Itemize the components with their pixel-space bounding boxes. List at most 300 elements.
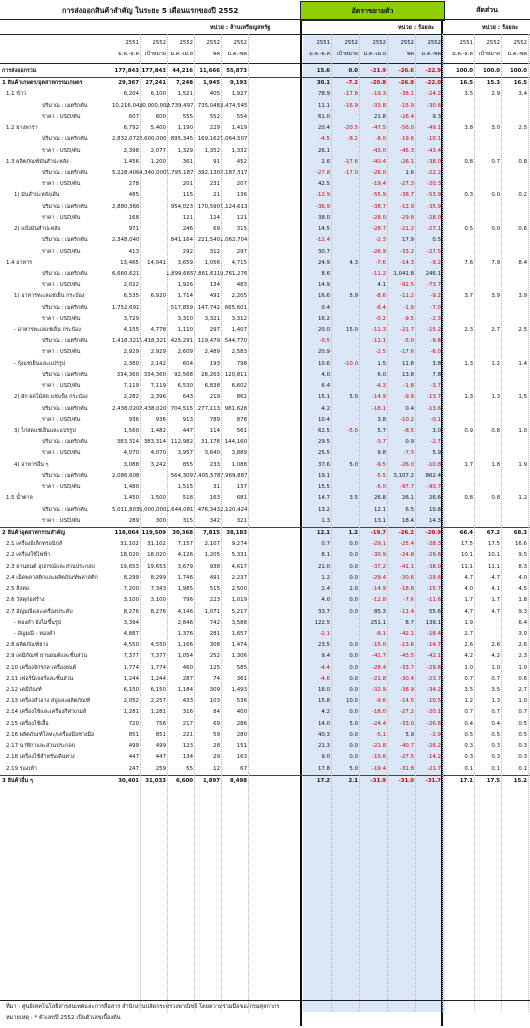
cell: 229 (209, 125, 220, 132)
cell: 100.0 (509, 68, 527, 74)
cell: 315 (236, 226, 247, 233)
cell: 1,019 (231, 597, 247, 604)
cell: 5,000,000 (139, 506, 167, 513)
cell: 67 (240, 765, 247, 772)
cell: 7.6 (464, 259, 473, 266)
row-label: ปริมาณ : เมตริกตัน (42, 405, 88, 412)
cell: 12.1 (316, 529, 330, 536)
cell: 170,590 (197, 203, 220, 210)
cell: 4,617 (231, 563, 247, 570)
cell: 12 (213, 765, 220, 772)
cell: -21.9 (370, 68, 386, 74)
cell: -19.6 (400, 136, 414, 143)
row-label: ปริมาณ : เมตริกตัน (42, 203, 88, 210)
cell: 66.4 (459, 529, 473, 536)
cell: 1.4 (518, 360, 527, 367)
cell: 1,474 (231, 642, 247, 649)
row-label: 2.15 เครื่องใช้เสื้อ (6, 720, 49, 727)
column-header (387, 38, 414, 62)
cell: 233 (209, 461, 220, 468)
cell: 297 (236, 248, 247, 255)
cell: 499 (155, 743, 166, 750)
cell: 219 (209, 394, 220, 401)
cell: 7,861,611 (193, 270, 221, 277)
cell: 1,281 (123, 709, 139, 716)
cell: -5.0 (375, 484, 386, 491)
cell: -23.7 (427, 675, 441, 682)
cell: 1,281 (150, 709, 166, 716)
cell: 62.5 (317, 428, 330, 434)
cell: 796 (182, 597, 193, 604)
cell: 789 (209, 416, 220, 423)
cell: 2,880,366 (112, 203, 140, 210)
cell: 1,110 (177, 327, 193, 334)
row-label: ปริมาณ : เมตริกตัน (42, 472, 88, 479)
cell: 223 (209, 597, 220, 604)
cell: 78.9 (317, 91, 330, 98)
column-guide (442, 34, 443, 1012)
row-label: 2.11 เฟอร์นิเจอร์และชิ้นส่วน (6, 675, 74, 682)
cell: 3,474,545 (220, 102, 248, 109)
column-guide (415, 34, 416, 1012)
cell: -27.3 (400, 181, 414, 188)
cell: -14.3 (400, 259, 414, 266)
row-label: การส่งออกรวม (2, 68, 37, 74)
cell: 0.3 (464, 192, 473, 199)
cell: 38.0 (317, 214, 330, 221)
cell: -27.2 (400, 709, 414, 716)
cell: 3.4 (518, 91, 527, 98)
column-header-period: เป้าหมาย (478, 51, 500, 57)
cell: 878 (236, 416, 247, 423)
cell: 246.1 (425, 270, 441, 277)
cell: -11.6 (427, 597, 441, 604)
cell: 3.8 (377, 416, 386, 423)
cell: 3,957 (177, 450, 193, 457)
row-label: 4) อาหารอื่น ๆ (14, 461, 49, 468)
cell: 3.5 (464, 91, 473, 98)
cell: 33.7 (317, 608, 330, 615)
cell: 604 (182, 360, 193, 367)
cell: 0.5 (432, 237, 441, 244)
cell: -29.4 (372, 574, 386, 581)
column-guide (248, 34, 249, 1012)
cell: 544,770 (224, 338, 247, 345)
cell: 4.1 (377, 282, 386, 289)
cell: 334,360 (116, 371, 139, 378)
cell: 499 (128, 743, 139, 750)
cell: 20.0 (317, 327, 330, 334)
cell: 315 (182, 517, 193, 524)
cell: 14.9 (317, 282, 330, 289)
cell: 0.3 (518, 754, 527, 761)
cell: 247 (128, 765, 139, 772)
column-header-period: พค (406, 51, 414, 57)
cell: -17.8 (344, 91, 358, 98)
cell: 5,217 (231, 608, 247, 615)
cell: 1,560 (123, 428, 139, 434)
cell: -19.3 (372, 91, 386, 98)
cell: -18.8 (400, 586, 414, 593)
cell: -21.2 (400, 226, 414, 233)
cell: 452 (236, 158, 247, 165)
column-header-year: 2552 (513, 40, 527, 46)
cell: 555 (182, 113, 193, 120)
cell: 1,752,691 (112, 304, 140, 311)
cell: -8.4 (375, 304, 386, 311)
cell: 4,070 (150, 450, 166, 457)
cell: 7,405,578 (193, 472, 221, 479)
cell: 7,119 (123, 383, 139, 390)
cell: 1.0 (518, 664, 527, 671)
cell: 26.8 (373, 495, 386, 502)
column-header-year: 2552 (372, 40, 386, 46)
cell: 6.0 (377, 371, 386, 378)
row-label: ปริมาณ : เมตริกตัน (42, 338, 88, 345)
cell: 862 (236, 394, 247, 401)
table-row (0, 123, 530, 134)
cell: 30,368 (172, 529, 193, 536)
cell: 122.5 (314, 619, 330, 626)
row-label: ราคา : USD/ตัน (42, 282, 81, 289)
row-label: ราคา : USD/ตัน (42, 383, 81, 390)
cell: 0.0 (349, 597, 358, 604)
table-row (0, 101, 530, 112)
cell: 19.1 (317, 472, 330, 479)
table-row (0, 674, 530, 685)
cell: 3.9 (518, 293, 527, 300)
cell: 554 (236, 113, 247, 120)
table-row (0, 651, 530, 662)
cell: 2.0 (349, 586, 358, 593)
cell: 0.0 (349, 563, 358, 570)
page-title: การส่งออกสินค้าสำคัญ ในระยะ 5 เดือนแรกของปี 2552 (62, 6, 239, 15)
cell: 518 (182, 495, 193, 502)
row-label: 2.2 เครื่องใช้ไฟฟ้า (6, 552, 51, 559)
cell: -7.0 (430, 304, 441, 311)
cell: 21.8 (373, 113, 386, 120)
cell: -15.9 (400, 102, 414, 109)
cell: 0.7 (491, 675, 500, 682)
row-label: 2.3 ยานยนต์ อุปกรณ์และส่วนประกอบ (6, 563, 95, 570)
cell: 59 (213, 731, 220, 738)
row-label: 1.2 ยางพารา (6, 125, 38, 132)
cell: -8.6 (375, 293, 386, 300)
table-row (0, 482, 530, 493)
cell: 720 (128, 720, 139, 727)
table-row (0, 696, 530, 707)
cell: 17.1 (459, 777, 473, 784)
column-guide (501, 34, 502, 1012)
cell: 4.2 (321, 709, 330, 716)
cell: 6,530 (177, 383, 193, 390)
column-header (446, 38, 473, 62)
cell: 4.2 (321, 405, 330, 412)
cell: -33.7 (400, 664, 414, 671)
column-header-period: ม.ค.-พค (421, 51, 441, 57)
cell: 3.8 (432, 360, 441, 367)
cell: 3,321 (204, 315, 220, 322)
row-label: 2) แป้งมันสำปะหลัง (14, 226, 61, 233)
cell: 8,498 (229, 777, 247, 784)
cell: 3,100 (123, 597, 139, 604)
cell: 1,746 (177, 574, 193, 581)
cell: 251.1 (370, 619, 386, 626)
cell: 289 (128, 517, 139, 524)
cell: -49.1 (427, 125, 441, 132)
cell: 68.3 (513, 529, 527, 536)
cell: 0.5 (518, 731, 527, 738)
cell: 5.9 (405, 731, 414, 738)
cell: 1.5 (518, 394, 527, 401)
cell: 0.0 (349, 687, 358, 694)
column-header-year: 2552 (206, 40, 220, 46)
cell: 1.2 (464, 698, 473, 705)
table-row (0, 460, 530, 471)
cell: -4.6 (319, 675, 330, 682)
cell: 16.6 (317, 293, 330, 300)
cell: 2,398 (123, 147, 139, 154)
cell: 1.2 (518, 495, 527, 502)
cell: 9.3 (432, 113, 441, 120)
cell: 2,257 (150, 698, 166, 705)
cell: -53.9 (427, 192, 441, 199)
cell: -4.4 (319, 664, 330, 671)
table-row (0, 190, 530, 201)
cell: 600 (155, 113, 166, 120)
cell: 10.6 (317, 360, 330, 367)
cell: 392,130 (197, 169, 220, 176)
row-label: ราคา : USD/ตัน (42, 349, 81, 356)
cell: 564,309 (170, 472, 193, 479)
cell: 0.5 (491, 731, 500, 738)
growth-unit-label: หน่วย : ร้อยละ (398, 25, 435, 31)
cell: 0.0 (349, 608, 358, 615)
cell: -4.5 (319, 136, 330, 143)
cell: 4,070 (123, 450, 139, 457)
column-header-period: ม.ค.-ธ.ค (452, 51, 473, 57)
cell: -20.9 (425, 529, 441, 536)
table-row (0, 392, 530, 403)
cell: 15.5 (317, 484, 330, 491)
row-label: ราคา : USD/ตัน (42, 147, 81, 154)
cell: -36.9 (316, 203, 330, 210)
cell: 55 (186, 765, 193, 772)
cell: -8.2 (347, 136, 358, 143)
cell: 0.0 (349, 743, 358, 750)
table-row (0, 471, 530, 482)
cell: 14.5 (317, 226, 330, 233)
cell: 0.0 (491, 192, 500, 199)
cell: 29.5 (317, 439, 330, 446)
cell: -2.7 (430, 439, 441, 446)
column-header-period: ม.ค.-ธ.ค (118, 51, 139, 57)
cell: 851 (128, 731, 139, 738)
cell: 69 (213, 226, 220, 233)
cell: 1,352 (204, 147, 220, 154)
cell: 114 (209, 428, 220, 434)
cell: -8.1 (375, 630, 386, 637)
data-table (0, 66, 530, 787)
cell: 862.4 (425, 472, 441, 479)
row-label: 1.3 ผลิตภัณฑ์มันสำปะหลัง (6, 158, 69, 165)
cell: 0.1 (464, 765, 473, 772)
cell: 9.0 (321, 754, 330, 761)
row-label: 2.6 วัสดุก่อสร้าง (6, 597, 45, 604)
cell: 17.9 (401, 237, 414, 244)
row-label: 2.12 เคมีภัณฑ์ (6, 687, 42, 694)
cell: -92.5 (400, 282, 414, 289)
cell: 193 (209, 360, 220, 367)
cell: -6.0 (430, 349, 441, 356)
cell: 3.9 (491, 293, 500, 300)
table-row (0, 370, 530, 381)
cell: 4.0 (464, 586, 473, 593)
cell: 1,407 (231, 327, 247, 334)
cell: 7,343 (150, 586, 166, 593)
cell: 1.8 (518, 597, 527, 604)
cell: 103 (209, 698, 220, 705)
cell: 643 (182, 394, 193, 401)
table-row (0, 247, 530, 258)
cell: -97.7 (400, 484, 414, 491)
cell: 5.0 (349, 461, 358, 468)
column-header (220, 38, 247, 62)
cell: 2,077 (150, 147, 166, 154)
row-label: 3) ไก่สดแช่เย็นและแปรรูป (14, 428, 76, 434)
cell: 124 (209, 214, 220, 221)
cell: 119,479 (197, 338, 220, 345)
cell: 1.7 (491, 597, 500, 604)
table-row (0, 291, 530, 302)
cell: 9,193 (229, 80, 247, 87)
cell: 0.0 (349, 653, 358, 660)
cell: 400 (236, 709, 247, 716)
cell: -31.9 (370, 777, 386, 784)
cell: 1.0 (464, 664, 473, 671)
cell: 0.3 (464, 754, 473, 761)
cell: -29.6 (427, 574, 441, 581)
cell: 2.5 (518, 125, 527, 132)
cell: -11.2 (400, 293, 414, 300)
cell: 15.3 (486, 80, 500, 87)
cell: 15.0 (345, 327, 358, 334)
cell: 3,640 (204, 450, 220, 457)
table-row (0, 516, 530, 527)
cell: 147,742 (197, 304, 220, 311)
cell: -0.2 (375, 315, 386, 322)
cell: 1.0 (491, 664, 500, 671)
cell: 8,299 (123, 574, 139, 581)
cell: 7,815 (202, 529, 220, 536)
cell: 217 (182, 720, 193, 727)
cell: -40.4 (372, 158, 386, 165)
table-row (0, 179, 530, 190)
cell: 841,164 (170, 237, 193, 244)
cell: 321 (236, 517, 247, 524)
cell: 16.5 (513, 80, 527, 87)
cell: -25.4 (400, 541, 414, 548)
cell: -21.7 (400, 327, 414, 334)
row-label: ราคา : USD/ตัน (42, 484, 81, 491)
cell: 1.9 (518, 461, 527, 468)
cell: 10.0 (345, 698, 358, 705)
cell: 15.8 (317, 698, 330, 705)
cell: 120,811 (224, 371, 247, 378)
cell: 2.7 (464, 630, 473, 637)
row-label: 2.16 ผลิตภัณฑ์โลหะ/เครื่องมือช่างมือ (6, 731, 95, 738)
cell: -13.7 (427, 394, 441, 401)
cell: -5.5 (375, 472, 386, 479)
cell: -8.5 (403, 428, 414, 434)
cell: 0.1 (518, 765, 527, 772)
cell: 4.1 (491, 586, 500, 593)
cell: -12.9 (400, 203, 414, 210)
table-row (0, 752, 530, 763)
table-row (0, 336, 530, 347)
cell: 0.3 (491, 754, 500, 761)
cell: 0.4 (464, 720, 473, 727)
cell: 1.3 (464, 360, 473, 367)
cell: 4,550 (150, 642, 166, 649)
table-row (0, 573, 530, 584)
cell: 0.0 (349, 709, 358, 716)
cell: 1,500 (150, 495, 166, 502)
cell: 5.0 (349, 765, 358, 772)
cell: 112,982 (170, 439, 193, 446)
cell: 4,715 (231, 259, 247, 266)
cell: 0.7 (321, 541, 330, 548)
cell: 460 (182, 664, 193, 671)
column-guide (140, 34, 141, 1012)
cell: -2.9 (430, 731, 441, 738)
divider (0, 63, 530, 64)
cell: 2,086,608 (112, 472, 140, 479)
cell: -26.6 (427, 720, 441, 727)
column-header-period: พค (212, 51, 220, 57)
table-row (0, 235, 530, 246)
row-label: 2.4 เม็ดพลาสติกและผลิตภัณฑ์พลาสติก (6, 574, 98, 581)
share-unit-label: หน่วย : ร้อยละ (482, 25, 519, 31)
cell: 1.6 (405, 169, 414, 176)
cell: 4,550 (123, 642, 139, 649)
table-row (0, 539, 530, 550)
cell: 21.0 (317, 563, 330, 570)
cell: 8,276 (123, 608, 139, 615)
cell: -33.0 (400, 720, 414, 727)
row-label: 2.8 ผลิตภัณฑ์ยาง (6, 642, 49, 649)
cell: 221,540 (197, 237, 220, 244)
cell: 11.1 (317, 102, 330, 109)
cell: -19.4 (372, 181, 386, 188)
cell: 1.7 (464, 461, 473, 468)
cell: 2,205 (231, 293, 247, 300)
cell: 798 (236, 360, 247, 367)
cell: 6,660,621 (112, 270, 140, 277)
table-row (0, 584, 530, 595)
cell: 121 (182, 214, 193, 221)
column-header (193, 38, 220, 62)
table-row (0, 224, 530, 235)
column-header-year: 2552 (427, 40, 441, 46)
cell: 8,276 (150, 608, 166, 615)
column-header-year: 2552 (486, 40, 500, 46)
column-header (166, 38, 193, 62)
cell: 2.6 (464, 642, 473, 649)
cell: 7,377 (123, 653, 139, 660)
cell: 280 (236, 731, 247, 738)
cell: 3,100 (150, 597, 166, 604)
